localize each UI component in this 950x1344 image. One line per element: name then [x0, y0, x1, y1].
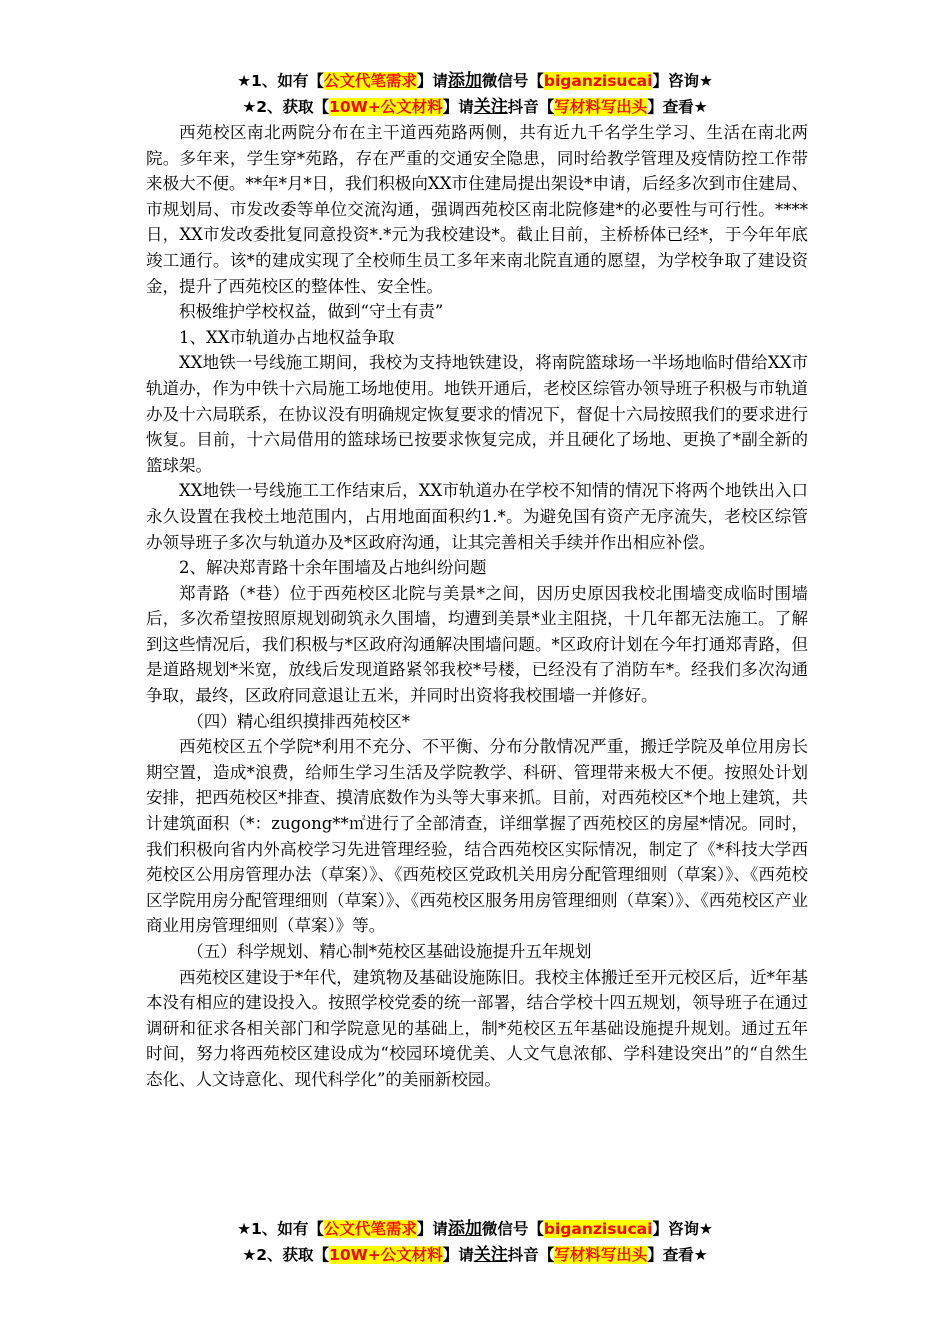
banner-text: 抖音【	[507, 1246, 555, 1264]
banner-text: 】请	[442, 98, 474, 116]
banner-text: 】请	[416, 72, 448, 90]
banner-text: ★1、如有【	[237, 1220, 324, 1238]
banner-text: 】请	[416, 1220, 448, 1238]
banner-bottom-line-1	[0, 1216, 950, 1242]
banner-text: 抖音【	[507, 98, 555, 116]
banner-text: ★1、如有【	[237, 72, 324, 90]
highlight-text: 公文代笔需求	[323, 72, 417, 90]
section-heading: 积极维护学校权益，做到“守土有责”	[179, 302, 444, 322]
subsection-heading: 2、解决郑青路十余年围墙及占地纠纷问题	[179, 558, 487, 578]
paragraph: 西苑校区南北两院分布在主干道西苑路两侧，共有近九千名学生学习、生活在南北两院。多年来，学生穿*苑路，存在严重的交通安全隐患，同时给教学管理及疫情防控工作带来极大不便。**年*月*日，我们积极向XX市住建局提出架设*申请，后经多次到市住建局、市规划局、市发改委等单位交流沟通，强调西苑校区南北院修建*的必要性与可行性。****日，XX市发改委批复同意投资*.*元为我校建设*。截止目前，主桥桥体已经*，于今年年底竣工通行。该*的建成实现了全校师生员工多年来南北院直通的愿望，为学校争取了建设资金，提升了西苑校区的整体性、安全性。	[146, 123, 808, 296]
paragraph: 西苑校区五个学院*利用不充分、不平衡、分布分散情况严重，搬迁学院及单位用房长期空置，造成*浪费，给师生学习生活及学院教学、科研、管理带来极大不便。按照处计划安排，把西苑校区*排查、摸清底数作为头等大事来抓。目前，对西苑校区*个地上建筑，共计建筑面积（*：zugong**㎡进行了全部清查，详细掌握了西苑校区的房屋*情况。同时，我们积极向省内外高校学习先进管理经验，结合西苑校区实际情况，制定了《*科技大学西苑校区公用房管理办法（草案）》、《西苑校区党政机关用房分配管理细则（草案）》、《西苑校区学院用房分配管理细则（草案）》、《西苑校区服务用房管理细则（草案）》、《西苑校区产业商业用房管理细则（草案）》等。	[146, 737, 808, 936]
subsection-heading: 1、XX市轨道办占地权益争取	[179, 327, 395, 347]
banner-text: 】请	[442, 1246, 474, 1264]
section-heading: （四）精心组织摸排西苑校区*	[187, 711, 410, 731]
douyin-id-highlight: 写材料写出头	[554, 1246, 648, 1264]
highlight-text: 10W+公文材料	[329, 98, 443, 116]
banner-text: 微信号【	[481, 1220, 544, 1238]
highlight-text: 10W+公文材料	[329, 1246, 443, 1264]
emphasis-text: 关注	[473, 1245, 508, 1265]
emphasis-text: 添加	[447, 71, 482, 91]
banner-bottom-line-2	[0, 1242, 950, 1268]
banner-text: 】咨询★	[652, 1220, 713, 1238]
wechat-id-highlight: biganzisucai	[543, 72, 653, 90]
banner-text: 】咨询★	[652, 72, 713, 90]
paragraph: XX地铁一号线施工工作结束后，XX市轨道办在学校不知情的情况下将两个地铁出入口永久设置在我校土地范围内，占用地面面积约1.*。为避免国有资产无序流失，老校区综管办领导班子多次与轨道办及*区政府沟通，让其完善相关手续并作出相应补偿。	[146, 481, 808, 552]
document-body	[146, 120, 808, 1093]
paragraph: 西苑校区建设于*年代，建筑物及基础设施陈旧。我校主体搬迁至开元校区后，近*年基本没有相应的建设投入。按照学校党委的统一部署，结合学校十四五规划，领导班子在通过调研和征求各相关部门和学院意见的基础上，制*苑校区五年基础设施提升规划。通过五年时间，努力将西苑校区建设成为“校园环境优美、人文气息浓郁、学科建设突出”的“自然生态化、人文诗意化、现代科学化”的美丽新校园。	[146, 967, 808, 1089]
wechat-id-highlight: biganzisucai	[543, 1220, 653, 1238]
banner-text: ★2、获取【	[242, 1246, 330, 1264]
banner-top-line-2	[0, 94, 950, 120]
paragraph: XX地铁一号线施工期间，我校为支持地铁建设，将南院篮球场一半场地临时借给XX市轨道办，作为中铁十六局施工场地使用。地铁开通后，老校区综管办领导班子积极与市轨道办及十六局联系，在协议没有明确规定恢复要求的情况下，督促十六局按照我们的要求进行恢复。目前，十六局借用的篮球场已按要求恢复完成，并且硬化了场地、更换了*副全新的篮球架。	[146, 353, 808, 475]
douyin-id-highlight: 写材料写出头	[554, 98, 648, 116]
highlight-text: 公文代笔需求	[323, 1220, 417, 1238]
emphasis-text: 添加	[447, 1219, 482, 1239]
banner-text: 】查看★	[647, 98, 708, 116]
banner-text: ★2、获取【	[242, 98, 330, 116]
banner-top-line-1	[0, 68, 950, 94]
banner-text: 微信号【	[481, 72, 544, 90]
section-heading: （五）科学规划、精心制*苑校区基础设施提升五年规划	[187, 942, 592, 961]
emphasis-text: 关注	[473, 97, 508, 117]
banner-text: 】查看★	[647, 1246, 708, 1264]
paragraph: 郑青路（*巷）位于西苑校区北院与美景*之间，因历史原因我校北围墙变成临时围墙后，多次希望按照原规划砌筑永久围墙，均遭到美景*业主阻挠，十几年都无法施工。了解到这些情况后，我们积极与*区政府沟通解决围墙问题。*区政府计划在今年打通郑青路，但是道路规划*米宽，放线后发现道路紧邻我校*号楼，已经没有了消防车*。经我们多次沟通争取，最终，区政府同意退让五米，并同时出资将我校围墙一并修好。	[146, 583, 808, 706]
